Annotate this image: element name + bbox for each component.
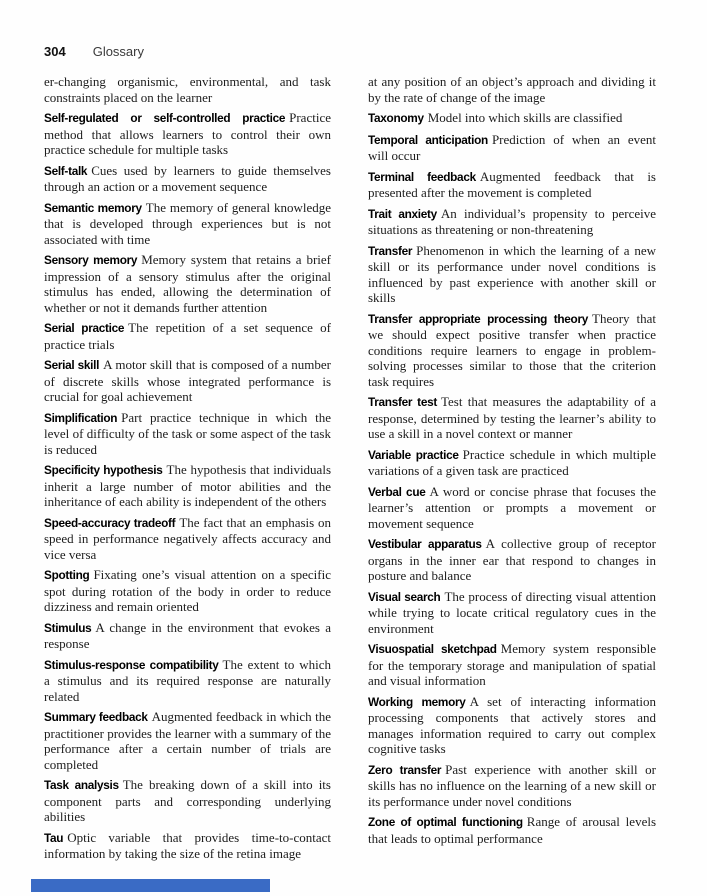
glossary-definition: Augmented feedback that is presented after the movement is completed — [368, 168, 656, 200]
glossary-entry — [368, 243, 656, 306]
glossary-term: Self-regulated or self-controlled practice — [44, 111, 286, 125]
footer-accent-bar — [31, 879, 270, 892]
glossary-entry — [44, 567, 331, 615]
glossary-entry — [44, 320, 331, 352]
glossary-entry — [368, 641, 656, 689]
glossary-entry — [44, 830, 331, 862]
glossary-definition: The hypothesis that individuals inherit a large number of motor abilities and the inheritance of each ability is independent of the others — [44, 462, 331, 509]
glossary-definition: The fact that an emphasis on speed in performance negatively affects accuracy and vice versa — [44, 514, 332, 562]
glossary-entry — [368, 762, 656, 810]
glossary-definition: A collective group of receptor organs in the inner ear that respond to changes in posture and balance — [368, 536, 657, 583]
glossary-definition: Fixating one’s visual attention on a specific spot during rotation of the body in order to reduce dizziness and remain oriented — [44, 567, 331, 614]
glossary-entry — [44, 357, 331, 405]
glossary-definition: Practice method that allows learners to control their own practice schedule for multiple tasks — [44, 110, 331, 157]
page-number: 304 — [44, 44, 66, 59]
glossary-term: Summary feedback — [44, 710, 148, 724]
glossary-entry — [44, 709, 331, 772]
glossary-term: Working memory — [368, 694, 466, 709]
glossary-entry — [368, 132, 656, 164]
glossary-entry — [44, 110, 331, 158]
glossary-term: Transfer — [368, 243, 413, 258]
glossary-definition: A motor skill that is composed of a number of discrete skills whose integrated performance is crucial for goal achievement — [44, 357, 331, 404]
glossary-term: Semantic memory — [44, 200, 142, 215]
glossary-definition: Practice schedule in which multiple variations of a given task are practiced — [368, 446, 656, 478]
glossary-definition: Prediction of when an event will occur — [368, 131, 656, 163]
glossary-entry — [368, 814, 656, 846]
glossary-definition: An individual’s propensity to perceive situations as threatening or non-threatening — [368, 205, 656, 237]
glossary-definition: The memory of general knowledge that is developed through experiences but is not associated with time — [44, 199, 331, 247]
glossary-term: Verbal cue — [368, 484, 426, 499]
glossary-entry — [368, 169, 656, 201]
section-title: Glossary — [92, 44, 144, 59]
glossary-definition: The extent to which a stimulus and its required response are naturally related — [44, 656, 331, 704]
glossary-entry — [368, 589, 656, 637]
glossary-entry — [44, 515, 331, 563]
glossary-definition: er-changing organismic, environmental, and task constraints placed on the learner — [44, 74, 331, 105]
glossary-definition: Memory system that retains a brief impression of a sensory stimulus after the original stimulus has ended, allowing the determination of whether or not it demands further attention — [44, 252, 332, 315]
glossary-entry — [44, 462, 331, 510]
glossary-definition: A set of interacting information processing components that actively stores and manages information required to carry out complex cognitive tasks — [368, 693, 656, 756]
page-header — [44, 44, 144, 59]
glossary-term: Stimulus-response compatibility — [44, 657, 219, 672]
glossary-entry — [44, 200, 331, 248]
glossary-definition: Augmented feedback in which the practitioner provides the learner with a summary of the performance after a certain number of trials are completed — [44, 709, 332, 772]
glossary-definition: Test that measures the adaptability of a response, determined by testing the learner’s ability to use a skill in a novel context or manner — [368, 394, 656, 441]
glossary-term: Variable practice — [368, 447, 459, 462]
glossary-term: Simplification — [44, 410, 118, 425]
glossary-term: Trait anxiety — [368, 206, 437, 221]
glossary-term: Stimulus — [44, 620, 92, 635]
glossary-entry — [368, 694, 656, 757]
glossary-term: Taxonomy — [368, 111, 424, 125]
glossary-entry — [368, 484, 656, 532]
glossary-entry — [44, 74, 331, 105]
glossary-definition: The repetition of a set sequence of practice trials — [44, 320, 331, 352]
glossary-term: Visual search — [368, 589, 441, 604]
glossary-definition: A word or concise phrase that focuses the learner’s attention or prompts a movement or movement sequence — [368, 483, 656, 531]
glossary-term: Terminal feedback — [368, 169, 476, 184]
glossary-term: Visuospatial sketchpad — [368, 642, 497, 656]
glossary-entry — [368, 447, 656, 479]
glossary-term: Vestibular apparatus — [368, 537, 482, 551]
glossary-definition: Model into which skills are classified — [427, 110, 623, 125]
glossary-term: Temporal anticipation — [368, 132, 488, 147]
glossary-definition: at any position of an object’s approach and dividing it by the rate of change of the image — [368, 74, 656, 105]
glossary-definition: Theory that we should expect positive transfer when practice conditions require learners to engage in problem-solving processes similar to those that the criterion task requires — [368, 310, 656, 389]
glossary-entry — [44, 777, 331, 825]
glossary-definition: Memory system responsible for the temporary storage and manipulation of spatial and visual information — [368, 641, 656, 688]
glossary-entry — [44, 163, 331, 195]
glossary-term: Specificity hypothesis — [44, 463, 163, 477]
left-column — [44, 74, 331, 867]
glossary-entry — [44, 620, 331, 652]
glossary-definition: Cues used by learners to guide themselves through an action or a movement sequence — [44, 162, 331, 194]
glossary-term: Transfer test — [368, 395, 437, 409]
glossary-entry — [44, 657, 331, 705]
glossary-definition: Range of arousal levels that leads to optimal performance — [368, 814, 657, 846]
glossary-definition: Part practice technique in which the level of difficulty of the task or some aspect of the task is reduced — [44, 409, 331, 457]
glossary-term: Tau — [44, 830, 64, 845]
glossary-definition: The process of directing visual attention while trying to locate critical regulatory cues in the environment — [368, 588, 656, 636]
glossary-term: Task analysis — [44, 778, 119, 792]
glossary-term: Sensory memory — [44, 253, 138, 267]
glossary-entry — [368, 74, 656, 105]
glossary-entry — [368, 206, 656, 238]
glossary-definition: Optic variable that provides time-to-contact information by taking the size of the retina image — [44, 829, 331, 861]
glossary-term: Serial practice — [44, 321, 125, 335]
glossary-term: Speed-accuracy tradeoff — [44, 515, 176, 530]
glossary-entry — [44, 252, 331, 315]
glossary-entry — [44, 410, 331, 458]
glossary-entry — [368, 110, 656, 127]
glossary-term: Spotting — [44, 568, 90, 582]
glossary-entry — [368, 536, 656, 584]
glossary-definition: Phenomenon in which the learning of a new skill or its performance under novel conditions is influenced by past experience with another skill or skills — [368, 242, 656, 305]
glossary-term: Zero transfer — [368, 762, 442, 777]
glossary-term: Serial skill — [44, 358, 100, 372]
glossary-definition: The breaking down of a skill into its component parts and corresponding underlying abilities — [44, 777, 331, 824]
glossary-term: Self-talk — [44, 163, 88, 178]
glossary-term: Zone of optimal functioning — [368, 815, 523, 829]
glossary-entry — [368, 311, 656, 390]
glossary-definition: Past experience with another skill or skills has no influence on the learning of a new skill or its performance under novel conditions — [368, 761, 656, 809]
glossary-term: Transfer appropriate processing theory — [368, 311, 588, 326]
glossary-entry — [368, 394, 656, 442]
right-column — [368, 74, 656, 851]
glossary-definition: A change in the environment that evokes a response — [44, 619, 331, 651]
